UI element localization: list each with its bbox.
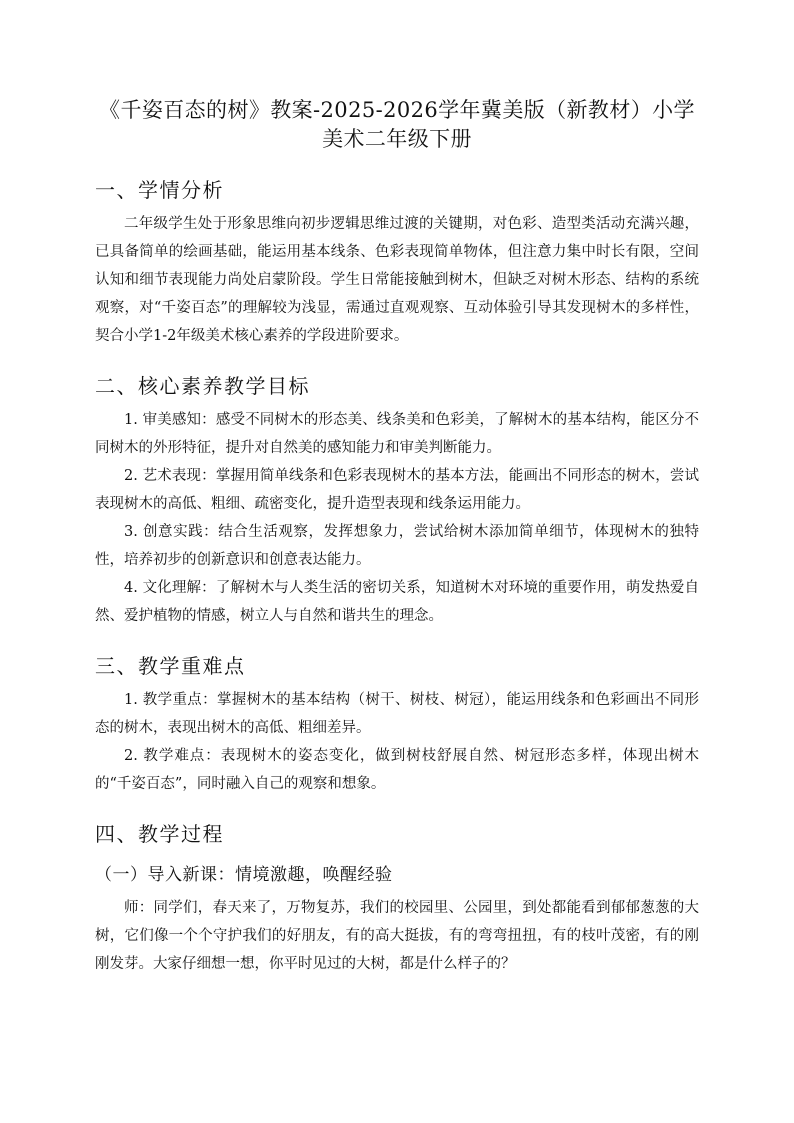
section-heading-key-points: 三、教学重难点 bbox=[95, 654, 246, 678]
goal-item-cultural: 4. 文化理解：了解树木与人类生活的密切关系，知道树木对环境的重要作用，萌发热爱自然、爱护植物的情感，树立人与自然和谐共生的理念。 bbox=[95, 580, 699, 624]
subsection-heading-intro: （一）导入新课：情境激趣，唤醒经验 bbox=[95, 865, 393, 885]
goal-item-artistic: 2. 艺术表现：掌握用简单线条和色彩表现树木的基本方法，能画出不同形态的树木，尝试表现树木的高低、粗细、疏密变化，提升造型表现和线条运用能力。 bbox=[95, 468, 699, 512]
intro-paragraph: 师：同学们，春天来了，万物复苏，我们的校园里、公园里，到处都能看到郁郁葱葱的大树，它们像一个个守护我们的好朋友，有的高大挺拔，有的弯弯扭扭，有的枝叶茂密，有的刚刚发芽。大家仔细想一想，你平时见过的大树，都是什么样子的？ bbox=[95, 900, 699, 972]
learning-analysis-paragraph: 二年级学生处于形象思维向初步逻辑思维过渡的关键期，对色彩、造型类活动充满兴趣，已具备简单的绘画基础，能运用基本线条、色彩表现简单物体，但注意力集中时长有限，空间认知和细节表现能力尚处启蒙阶段。学生日常能接触到树木，但缺乏对树木形态、结构的系统观察，对“千姿百态”的理解较为浅显，需通过直观观察、互动体验引导其发现树木的多样性，契合小学1-2年级美术核心素养的学段进阶要求。 bbox=[95, 216, 699, 344]
section-heading-learning-analysis: 一、学情分析 bbox=[95, 178, 224, 202]
difficulty-item: 2. 教学难点：表现树木的姿态变化，做到树枝舒展自然、树冠形态多样，体现出树木的“千姿百态”，同时融入自己的观察和想象。 bbox=[95, 748, 699, 792]
document-page bbox=[95, 96, 699, 978]
goal-item-aesthetic: 1. 审美感知：感受不同树木的形态美、线条美和色彩美，了解树木的基本结构，能区分不同树木的外形特征，提升对自然美的感知能力和审美判断能力。 bbox=[95, 412, 699, 456]
goal-item-creative: 3. 创意实践：结合生活观察，发挥想象力，尝试给树木添加简单细节，体现树木的独特性，培养初步的创新意识和创意表达能力。 bbox=[95, 524, 699, 568]
section-heading-teaching-process: 四、教学过程 bbox=[95, 822, 224, 846]
document-title: 《千姿百态的树》教案-2025-2026学年冀美版（新教材）小学美术二年级下册 bbox=[99, 98, 695, 151]
key-point-item: 1. 教学重点：掌握树木的基本结构（树干、树枝、树冠），能运用线条和色彩画出不同形态的树木，表现出树木的高低、粗细差异。 bbox=[95, 692, 699, 736]
section-heading-core-goals: 二、核心素养教学目标 bbox=[95, 374, 310, 398]
